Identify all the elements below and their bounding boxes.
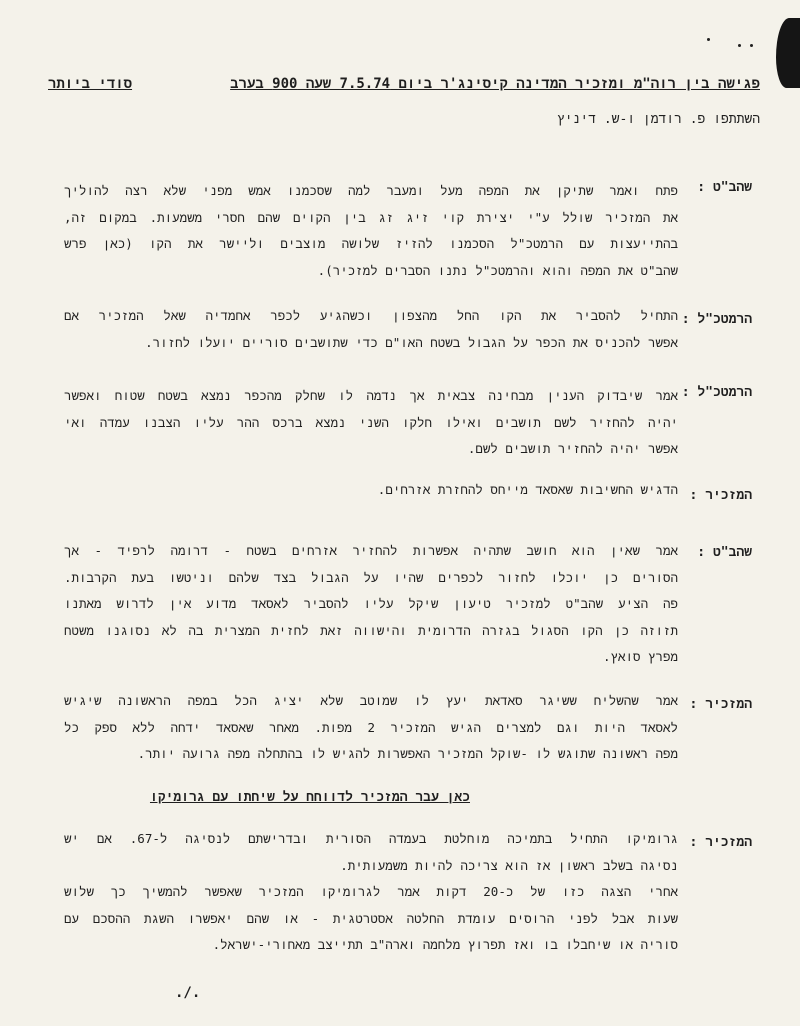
text-line: נסיגה בשלב ראשון אז הוא צריכה להיות משמעותית. xyxy=(340,857,678,873)
paragraph xyxy=(64,383,678,463)
text-line: התחיל להסביר את הקו החל מהצפון וכשהגיע לכפר אחמדיה שאל המזכיר אם xyxy=(64,308,678,323)
text-line: שעות אבל לפני הרוסים עומדת החלטה אסטרטגית - או שהם יאפשרו השגת ההסכם עם xyxy=(64,910,678,926)
header xyxy=(40,76,760,104)
text-line: מפרץ סואץ. xyxy=(602,649,678,664)
text-line: שהב"ט את המפה והוא והרמטכ"ל נתנו הסברים למזכיר). xyxy=(317,262,678,278)
text-line: פה הציע שהב"ט למזכיר טיעון שיקל עליו להסביר לאסאד מדוע אין לדרוש מאתנו xyxy=(64,596,678,611)
speaker-label: שהב"ט : xyxy=(697,545,752,560)
document-title: פגישה בין רוה"מ ומזכיר המדינה קיסינג'ר ביום 7.5.74 שעה 900 בערב xyxy=(230,76,760,92)
text-line: תזוזה כן הקו הסגול בגזרה הדרומית והישווה זאת לחזית המצרית בה לא נסוגנו משטח xyxy=(64,622,678,638)
text-line: את המזכיר שולל ע"י יצירת קוי זיג זג בין הקוים שהם חסרי משמעות. במקום זה, xyxy=(64,209,678,225)
ink-speck xyxy=(707,38,710,41)
text-line: אפשר להכניס את הכפר על הגבול בשטח האו"ם כדי שתושבים סוריים יועלו לחזור. xyxy=(145,334,678,350)
text-line: יהיה להחזיר לשם תושבים ואילו חלקו השני נמצא ברכס ההר עליו הצבנו עמדה ואי xyxy=(64,414,678,430)
speaker-label: הרמטכ"ל : xyxy=(681,385,752,400)
speaker-label: המזכיר : xyxy=(689,697,752,712)
text-line: אמר שאין הוא חושב שתהיה אפשרות להחזיר אזרחים בשטח - דרומה לרפיד - אך xyxy=(64,543,678,558)
text-line: סוריה או שיחבלו בו ואז תפרוץ מלחמה וארה"ב תתייצב מאחורי-ישראל. xyxy=(212,937,678,952)
speaker-label: המזכיר : xyxy=(689,488,752,503)
speaker-label: המזכיר : xyxy=(689,835,752,850)
text-line: אמר שהשליח ששיגר סאדאת יעץ לו שמוטב שלא יציג הכל במפה הראשונה שיגיש xyxy=(64,693,678,708)
text-line: אפשר יהיה להחזיר תושבים לשם. xyxy=(467,441,678,456)
participants-line: השתתפו פ. רודמן ו-ש. דיניץ xyxy=(556,112,760,127)
speaker-label: שהב"ט : xyxy=(697,180,752,195)
text-line: גרומיקו התחיל בתמיכה מוחלטת בעמדה הסורית ובדרישתם לנסיגה ל-67. אם יש xyxy=(64,831,678,846)
paragraph xyxy=(64,538,678,671)
text-line: מפה ראשונה שתוגש לו -שוקל המזכיר האפשרות להגיש לו בהתחלה מפה גרועה יותר. xyxy=(137,746,678,761)
classification-label: סודי ביותר xyxy=(48,76,133,92)
ink-speck xyxy=(738,44,741,47)
paragraph xyxy=(64,477,678,504)
paragraph xyxy=(64,303,678,356)
text-line: בהתייעצות עם הרמטכ"ל הסכמנו להזיז שלושה מוצבים וליישר את הקו (כאן פרש xyxy=(64,236,678,251)
text-line: אחרי הצגה כזו של כ-20 דקות אמר לגרומיקו המזכיר שאפשר להמשיך כך שלוש xyxy=(64,884,678,899)
ink-speck xyxy=(750,44,753,47)
speaker-label: הרמטכ"ל : xyxy=(681,312,752,327)
paragraph xyxy=(64,826,678,959)
text-line: אמר שיבדוק הענין מבחינה צבאית אך נדמה לו שחלק מהכפר נמצא בשטח שטוח ואפשר xyxy=(64,388,678,403)
text-line: הדגיש החשיבות שאסאד מייחס להחזרת אזרחים. xyxy=(377,482,678,497)
text-line: פתח ואמר שתיקן את המפה מעל ומעבר למה שסכמנו אמש מפני שלא רצה להוליך xyxy=(64,183,678,198)
paragraph xyxy=(64,178,678,284)
continuation-marker: ./. xyxy=(175,985,201,1001)
text-line: לאסאד היות וגם למצרים הגיש המזכיר 2 מפות. מאחר שאסאד ידחה ללא ספק כל xyxy=(64,719,678,735)
text-line: הסורים כן יוכלו לחזור לכפרים שהיו על הגבול בצד שלהם וניטשו בעת הקרבות. xyxy=(64,569,678,585)
paragraph xyxy=(64,688,678,768)
ink-blot xyxy=(776,18,800,88)
section-subheading: כאן עבר המזכיר לדווחח על שיחתו עם גרומיקו xyxy=(149,790,470,805)
